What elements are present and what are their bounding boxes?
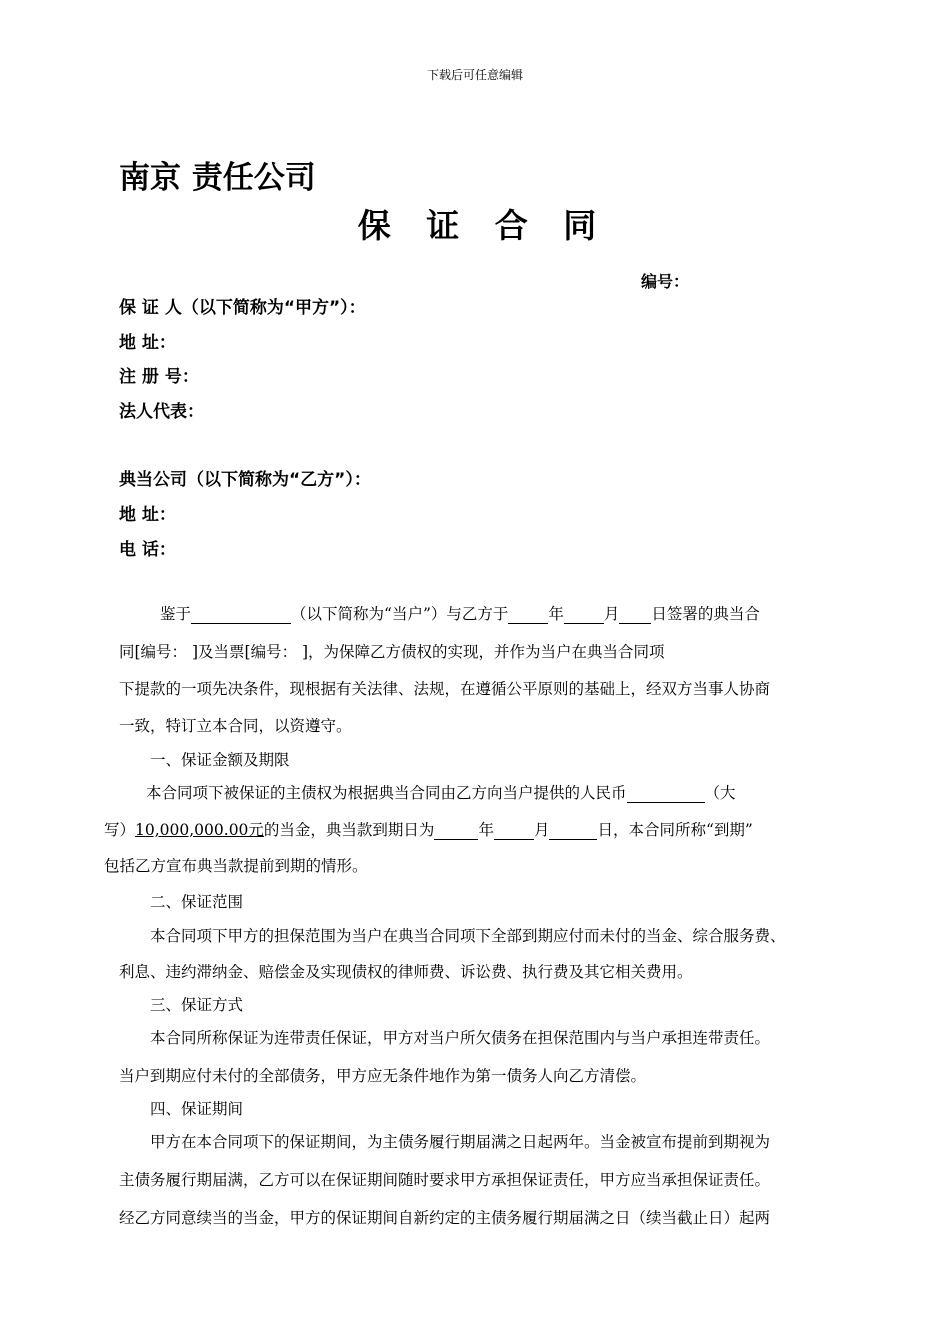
guarantor-reg-no-label: 注 册 号： [119, 367, 199, 387]
section-2-heading: 二、保证范围 [150, 893, 244, 911]
blank-field [549, 821, 597, 840]
section-text: 本合同项下被保证的主债权为根据典当合同由乙方向当户提供的人民币 [146, 784, 627, 802]
section-text: 写） [104, 821, 136, 839]
blank-field [619, 605, 651, 624]
loan-amount: 10,000,000.00元 [135, 821, 264, 839]
section-2-line-2: 利息、违约滞纳金、赔偿金及实现债权的律师费、诉讼费、执行费及其它相关费用。 [119, 963, 693, 981]
preamble-text: 年 [548, 605, 564, 623]
pawnshop-address-label: 地 址： [119, 505, 176, 525]
blank-field [434, 821, 478, 840]
blank-field [494, 821, 534, 840]
section-1-line-2 [104, 818, 753, 840]
pawnshop-phone-label: 电 话： [119, 540, 176, 560]
section-text: 月 [533, 821, 550, 839]
section-4-heading: 四、保证期间 [150, 1100, 244, 1118]
preamble-text: （以下简称为“当户”）与乙方于 [291, 605, 509, 623]
section-1-line-3: 包括乙方宣布典当款提前到期的情形。 [104, 857, 368, 875]
document-title: 保 证 合 同 [357, 206, 609, 245]
preamble-text: 鉴于 [160, 605, 192, 623]
section-3-line-2: 当户到期应付未付的全部债务，甲方应无条件地作为第一债务人向乙方清偿。 [119, 1067, 647, 1085]
guarantor-legal-rep-label: 法人代表： [119, 402, 204, 422]
section-4-line-2: 主债务履行期届满，乙方可以在保证期间随时要求甲方承担保证责任，甲方应当承担保证责任。 [119, 1171, 771, 1189]
guarantor-heading: 保 证 人（以下简称为“甲方”）： [119, 298, 366, 318]
blank-field [627, 784, 705, 803]
section-1-line-1 [146, 781, 736, 803]
pawnshop-heading: 典当公司（以下简称为“乙方”）： [119, 470, 371, 490]
blank-field [564, 605, 604, 624]
preamble-line-4: 一致，特订立本合同，以资遵守。 [119, 717, 352, 735]
section-3-line-1: 本合同所称保证为连带责任保证，甲方对当户所欠债务在担保范围内与当户承担连带责任。 [150, 1029, 771, 1047]
section-1-heading: 一、保证金额及期限 [150, 751, 290, 769]
section-4-line-3: 经乙方同意续当的当金，甲方的保证期间自新约定的主债务履行期届满之日（续当截止日）起两 [119, 1209, 771, 1227]
blank-field [508, 605, 548, 624]
section-text: 的当金，典当款到期日为 [263, 821, 435, 839]
preamble-text: 日签署的典当合 [651, 605, 760, 623]
section-text: 日，本合同所称“到期” [597, 821, 753, 839]
guarantor-address-label: 地 址： [119, 333, 176, 353]
preamble-text: 月 [603, 605, 620, 623]
section-3-heading: 三、保证方式 [150, 996, 244, 1014]
section-4-line-1: 甲方在本合同项下的保证期间，为主债务履行期届满之日起两年。当金被宣布提前到期视为 [150, 1133, 771, 1151]
section-2-line-1: 本合同项下甲方的担保范围为当户在典当合同项下全部到期应付而未付的当金、综合服务费、 [150, 927, 786, 945]
contract-number-label: 编号： [641, 272, 690, 291]
preamble-line-2: 同[编号： ]及当票[编号： ]，为保障乙方债权的实现，并作为当户在典当合同项 [119, 643, 665, 661]
preamble-line-1 [160, 602, 760, 624]
company-name: 南京 责任公司 [119, 160, 316, 196]
section-text: 年 [478, 821, 494, 839]
preamble-line-3: 下提款的一项先决条件，现根据有关法律、法规，在遵循公平原则的基础上，经双方当事人协商 [119, 680, 771, 698]
section-text: （大 [704, 784, 736, 802]
page-header-note: 下载后可任意编辑 [426, 68, 523, 82]
blank-field [191, 605, 291, 624]
